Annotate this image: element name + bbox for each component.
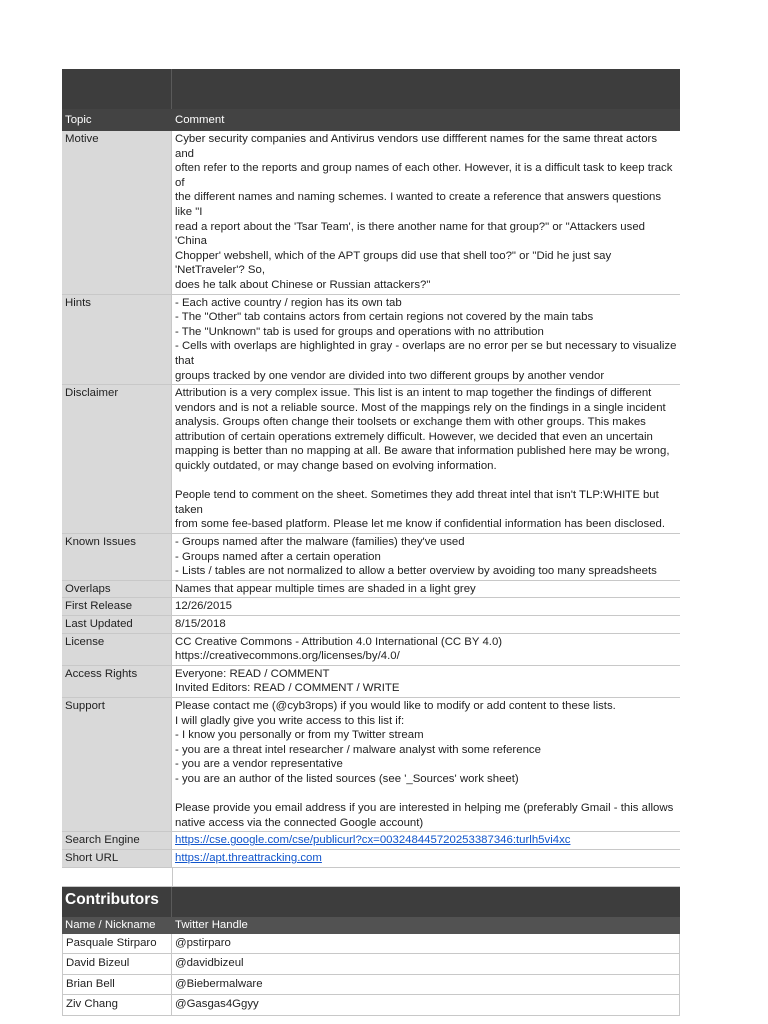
- contributor-row: [62, 934, 680, 955]
- topic-cell: Hints: [62, 295, 172, 385]
- contributor-name: Brian Bell: [63, 975, 172, 995]
- topic-cell: Short URL: [62, 850, 172, 867]
- table-row: [62, 698, 680, 832]
- comment-cell: Everyone: READ / COMMENT Invited Editors: READ / COMMENT / WRITE: [175, 667, 400, 695]
- handle-column-header: Twitter Handle: [175, 918, 248, 931]
- contributor-handle: @Gasgas4Ggyy: [175, 998, 259, 1011]
- table-row: [62, 634, 680, 666]
- contributor-handle: @davidbizeul: [175, 957, 244, 970]
- table-row: [62, 616, 680, 634]
- topic-column-header: Topic: [65, 114, 92, 127]
- empty-row: [62, 868, 680, 887]
- header-band-cell: [62, 69, 172, 109]
- contributors-header: [62, 887, 680, 917]
- comment-cell: Please contact me (@cyb3rops) if you would like to modify or add content to these lists. I will gladly give you write access to this list if: - I know you personally or from my Twitter stream - you are a threat intel researcher / malware analyst with some reference - you are a vendor representative - you are an author of the listed sources (see '_Sources' work sheet) Please provide you email address if you are interested in helping me (preferably Gmail - this allows native access via the connected Google account): [175, 699, 674, 829]
- comment-cell: - Groups named after the malware (families) they've used - Groups named after a certain operation - Lists / tables are not normalized to allow a better overview by avoiding too many spreadsheets: [175, 536, 657, 578]
- comment-cell: Cyber security companies and Antivirus vendors use diffferent names for the same threat actors and often refer to the reports and group names of each other. However, it is a difficult task to keep track of the different names and naming schemes. I wanted to create a reference that answers questions like "I read a report about the 'Tsar Team', is there another name for that group?" or "Attackers used 'China Chopper' webshell, which of the APT groups did use that shell too?" or "Did he just say 'NetTraveler'? So, does he talk about Chinese or Russian attackers?": [175, 133, 673, 291]
- contributor-row: [62, 954, 680, 975]
- search-engine-link[interactable]: https://cse.google.com/cse/publicurl?cx=003248445720253387346:turlh5vi4xc: [175, 834, 571, 847]
- topic-cell: Access Rights: [62, 666, 172, 697]
- table-row: [62, 850, 680, 868]
- comment-column-header: Comment: [175, 114, 225, 127]
- contributor-name: David Bizeul: [63, 954, 172, 974]
- header-band-cell: [172, 887, 680, 917]
- table-row: [62, 131, 680, 295]
- table-row: [62, 581, 680, 599]
- topic-cell: Known Issues: [62, 534, 172, 580]
- contributor-name: Pasquale Stirparo: [63, 934, 172, 954]
- comment-cell: CC Creative Commons - Attribution 4.0 International (CC BY 4.0) https://creativecommons.org/licenses/by/4.0/: [175, 635, 503, 663]
- topic-cell: Motive: [62, 131, 172, 294]
- topic-cell: Disclaimer: [62, 385, 172, 533]
- contributor-row: [62, 995, 680, 1016]
- comment-cell: 8/15/2018: [175, 618, 226, 630]
- contributor-row: [62, 975, 680, 996]
- comment-cell: Names that appear multiple times are shaded in a light grey: [175, 582, 476, 595]
- contributor-handle: @pstirparo: [175, 936, 231, 949]
- table-row: [62, 832, 680, 850]
- comment-cell: - Each active country / region has its own tab - The "Other" tab contains actors from certain regions not covered by the main tabs - The "Unknown" tab is used for groups and operations with no attribution - Cells with overlaps are highlighted in gray - overlaps are no error per se but necessary to visualize that groups tracked by one vendor are divided into two different groups by another vendor: [175, 296, 677, 382]
- table-row: [62, 598, 680, 616]
- contributors-title: Contributors: [62, 887, 172, 917]
- info-sheet: [62, 69, 680, 1016]
- header-band-cell: [172, 69, 680, 109]
- short-url-link[interactable]: https://apt.threattracking.com: [175, 851, 322, 864]
- column-header-row: [62, 109, 680, 131]
- topic-cell: Search Engine: [62, 832, 172, 849]
- contributor-handle: @Biebermalware: [175, 977, 263, 990]
- topic-cell: Overlaps: [62, 581, 172, 598]
- table-row: [62, 666, 680, 698]
- name-column-header: Name / Nickname: [65, 918, 156, 931]
- comment-cell: 12/26/2015: [175, 600, 233, 613]
- topic-cell: First Release: [62, 598, 172, 615]
- topic-cell: Last Updated: [62, 616, 172, 633]
- table-row: [62, 385, 680, 534]
- table-row: [62, 295, 680, 386]
- topic-cell: License: [62, 634, 172, 665]
- topic-cell: Support: [62, 698, 172, 831]
- comment-cell: Attribution is a very complex issue. This list is an intent to map together the findings of different vendors and is not a reliable source. Most of the mappings rely on the findings in a single incident analysis. Groups often change their toolsets or exchange them with other groups. This makes attribution of certain operations extremely difficult. However, we decided that even an uncertain mapping is better than no mapping at all. Be aware that information published here may be wrong, quickly outdated, or may change based on evolving information. People tend to comment on the sheet. Sometimes they add threat intel that isn't TLP:WHITE but taken from some fee-based platform. Please let me know if confidential information has been disclosed.: [175, 387, 670, 531]
- contributors-column-header-row: [62, 917, 680, 934]
- empty-cell: [62, 868, 173, 886]
- sheet-header-band: [62, 69, 680, 109]
- contributor-name: Ziv Chang: [63, 995, 172, 1015]
- table-row: [62, 534, 680, 581]
